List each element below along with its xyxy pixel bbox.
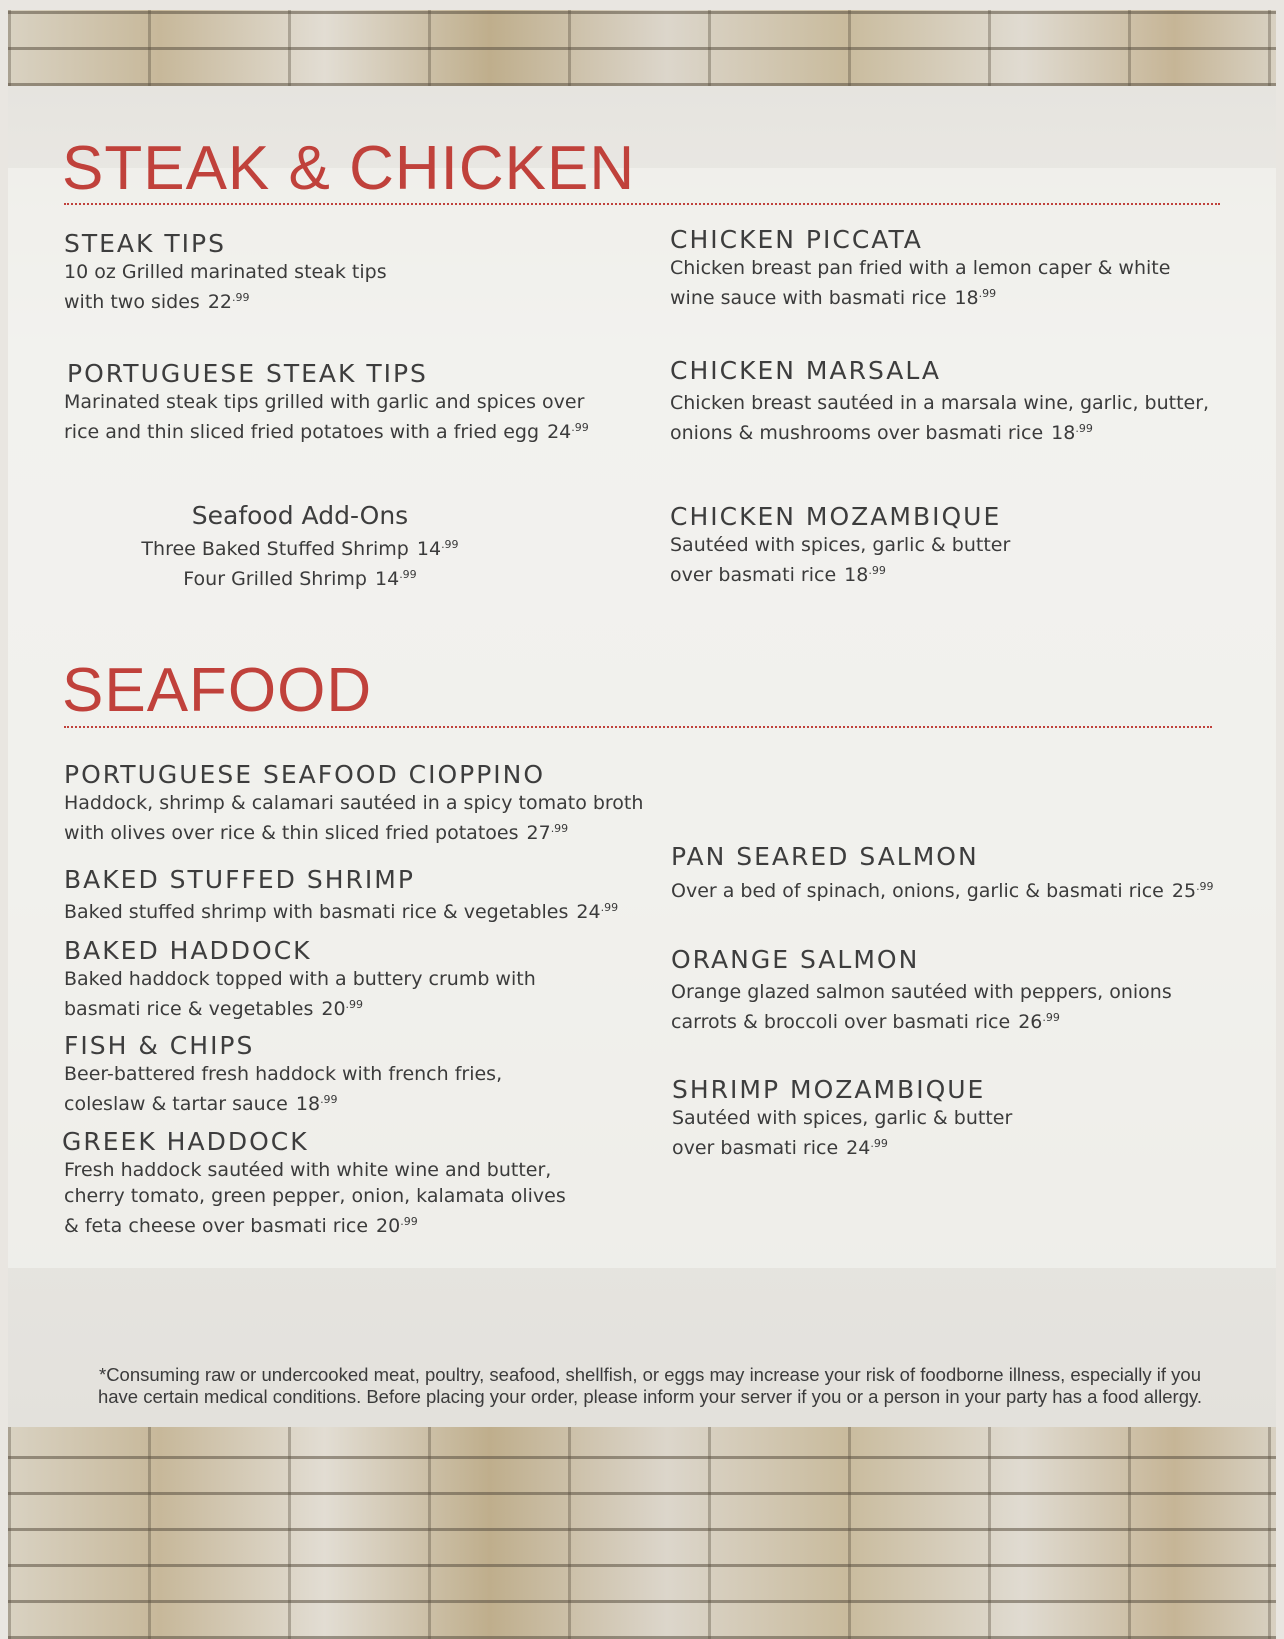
price-cents: .99 — [399, 568, 417, 581]
item-description-line: basmati rice & vegetables — [64, 998, 314, 1020]
item-description-line: Chicken breast pan fried with a lemon caper & white — [670, 257, 1171, 279]
menu-item-greek-haddock — [62, 1127, 566, 1239]
section-title-steak-chicken: STEAK & CHICKEN — [62, 134, 636, 203]
item-description — [670, 255, 1170, 311]
item-description-line: with two sides — [64, 291, 200, 313]
item-price — [376, 1215, 418, 1237]
menu-item-chicken-piccata — [670, 225, 1170, 311]
item-price — [1051, 422, 1093, 444]
price-dollars: 18 — [954, 287, 979, 309]
price-dollars: 14 — [416, 538, 442, 560]
stone-border-bottom — [8, 1427, 1276, 1639]
price-cents: .99 — [345, 998, 364, 1011]
item-description-line: rice and thin sliced fried potatoes with a fried egg — [64, 421, 540, 443]
menu-item-seafood-cioppino — [64, 760, 643, 846]
item-price — [954, 287, 996, 309]
item-name: CHICKEN PICCATA — [670, 225, 923, 254]
price-dollars: 27 — [526, 822, 551, 844]
item-description-line: over basmati rice — [672, 1137, 839, 1159]
price-cents: .99 — [600, 901, 619, 914]
menu-item-portuguese-steak-tips — [64, 359, 589, 445]
item-price — [844, 564, 886, 586]
price-dollars: 24 — [576, 901, 601, 923]
item-description-line: Sautéed with spices, garlic & butter — [670, 534, 1011, 556]
price-cents: .99 — [868, 564, 886, 577]
item-price — [547, 421, 589, 443]
item-name: CHICKEN MOZAMBIQUE — [670, 502, 1002, 531]
menu-item-pan-seared-salmon — [671, 842, 1214, 904]
price-cents: .99 — [1042, 1011, 1060, 1024]
item-name: SHRIMP MOZAMBIQUE — [672, 1075, 986, 1104]
item-description-line: carrots & broccoli over basmati rice — [671, 1011, 1011, 1033]
item-price — [296, 1093, 338, 1115]
item-description — [64, 895, 618, 925]
section-divider-steak-chicken — [64, 203, 1220, 205]
item-description — [64, 1061, 502, 1117]
seafood-addons — [130, 500, 470, 592]
price-dollars: 18 — [295, 1093, 321, 1115]
item-description-line: with olives over rice & thin sliced fried potatoes — [64, 822, 519, 844]
item-name: PAN SEARED SALMON — [671, 842, 979, 871]
item-description — [670, 532, 1010, 588]
price-cents: .99 — [400, 1215, 418, 1228]
item-name: PORTUGUESE STEAK TIPS — [67, 359, 428, 388]
price-dollars: 26 — [1018, 1011, 1043, 1033]
item-price — [1018, 1011, 1060, 1033]
price-dollars: 24 — [846, 1137, 871, 1159]
item-price — [1172, 880, 1214, 902]
item-price — [576, 901, 618, 923]
price-dollars: 14 — [375, 568, 400, 590]
price-dollars: 24 — [547, 421, 572, 443]
addons-heading: Seafood Add-Ons — [191, 501, 409, 530]
item-description — [672, 1105, 1012, 1161]
menu-item-steak-tips — [64, 229, 387, 315]
item-description — [670, 390, 1209, 446]
stone-border-top — [8, 10, 1276, 86]
menu-item-chicken-marsala — [670, 356, 1209, 446]
item-price — [208, 291, 250, 313]
item-description — [671, 874, 1214, 904]
item-description-line: Marinated steak tips grilled with garlic and spices over — [64, 391, 585, 413]
item-name: FISH & CHIPS — [64, 1031, 255, 1060]
item-description-line: wine sauce with basmati rice — [670, 287, 947, 309]
item-description-line: cherry tomato, green pepper, onion, kalamata olives — [64, 1185, 566, 1207]
allergy-disclaimer — [60, 1364, 1240, 1408]
item-price — [527, 822, 569, 844]
menu-item-fish-chips — [64, 1031, 502, 1117]
price-cents: .99 — [1196, 880, 1214, 893]
price-cents: .99 — [232, 291, 250, 304]
price-cents: .99 — [320, 1093, 338, 1106]
item-description-line: coleslaw & tartar sauce — [64, 1093, 288, 1115]
item-description-line: Baked haddock topped with a buttery crumb with — [64, 968, 536, 990]
item-description — [671, 979, 1172, 1035]
price-dollars: 20 — [321, 998, 346, 1020]
price-cents: .99 — [571, 421, 589, 434]
item-description-line: Beer-battered fresh haddock with french fries, — [64, 1063, 503, 1085]
addon-text: Four Grilled Shrimp — [183, 568, 367, 590]
addon-price — [375, 568, 417, 590]
price-dollars: 20 — [376, 1215, 401, 1237]
price-cents: .99 — [550, 822, 569, 835]
menu-item-shrimp-mozambique — [672, 1075, 1012, 1161]
item-description-line: over basmati rice — [670, 564, 837, 586]
item-description — [64, 790, 643, 846]
menu-item-chicken-mozambique — [670, 502, 1010, 588]
price-cents: .99 — [978, 287, 997, 300]
item-description-line: Haddock, shrimp & calamari sautéed in a spicy tomato broth — [64, 792, 644, 814]
item-description — [64, 1157, 566, 1239]
item-description-line: Fresh haddock sautéed with white wine and butter, — [64, 1159, 552, 1181]
item-description-line: & feta cheese over basmati rice — [64, 1215, 369, 1237]
disclaimer-line: *Consuming raw or undercooked meat, poultry, seafood, shellfish, or eggs may increase your risk of foodborne illness, especially if you — [99, 1364, 1201, 1385]
disclaimer-line: have certain medical conditions. Before placing your order, please inform your server if you or a person in your party has a food allergy. — [97, 1386, 1203, 1407]
price-dollars: 22 — [207, 291, 233, 313]
item-description-line: Chicken breast sautéed in a marsala wine, garlic, butter, — [670, 392, 1210, 414]
item-price — [846, 1137, 888, 1159]
addon-price — [417, 538, 459, 560]
menu-item-baked-haddock — [64, 936, 536, 1022]
item-name: PORTUGUESE SEAFOOD CIOPPINO — [64, 760, 546, 789]
section-divider-seafood — [64, 726, 1212, 728]
item-description-line: Over a bed of spinach, onions, garlic & basmati rice — [671, 880, 1164, 902]
addon-text: Three Baked Stuffed Shrimp — [141, 538, 409, 560]
item-price — [321, 998, 363, 1020]
item-name: GREEK HADDOCK — [62, 1127, 309, 1156]
item-name: CHICKEN MARSALA — [670, 356, 942, 385]
item-name: BAKED STUFFED SHRIMP — [64, 865, 415, 894]
item-description — [64, 966, 536, 1022]
item-description-line: 10 oz Grilled marinated steak tips — [64, 261, 387, 283]
price-dollars: 18 — [1051, 422, 1076, 444]
item-description-line: onions & mushrooms over basmati rice — [670, 422, 1044, 444]
item-name: STEAK TIPS — [64, 229, 226, 258]
price-dollars: 25 — [1171, 880, 1197, 902]
menu-item-baked-stuffed-shrimp — [64, 865, 618, 925]
item-description-line: Sautéed with spices, garlic & butter — [672, 1107, 1013, 1129]
price-cents: .99 — [1075, 422, 1093, 435]
item-description — [64, 259, 387, 315]
item-name: BAKED HADDOCK — [64, 936, 312, 965]
item-description — [64, 389, 589, 445]
item-description-line: Orange glazed salmon sautéed with peppers, onions — [671, 981, 1172, 1003]
item-description-line: Baked stuffed shrimp with basmati rice & vegetables — [64, 901, 569, 923]
price-cents: .99 — [870, 1137, 888, 1150]
section-title-seafood: SEAFOOD — [62, 656, 373, 725]
addon-line — [130, 562, 470, 592]
price-dollars: 18 — [844, 564, 869, 586]
item-name: ORANGE SALMON — [671, 945, 920, 974]
menu-item-orange-salmon — [671, 945, 1172, 1035]
addon-line — [130, 532, 470, 562]
price-cents: .99 — [441, 538, 459, 551]
